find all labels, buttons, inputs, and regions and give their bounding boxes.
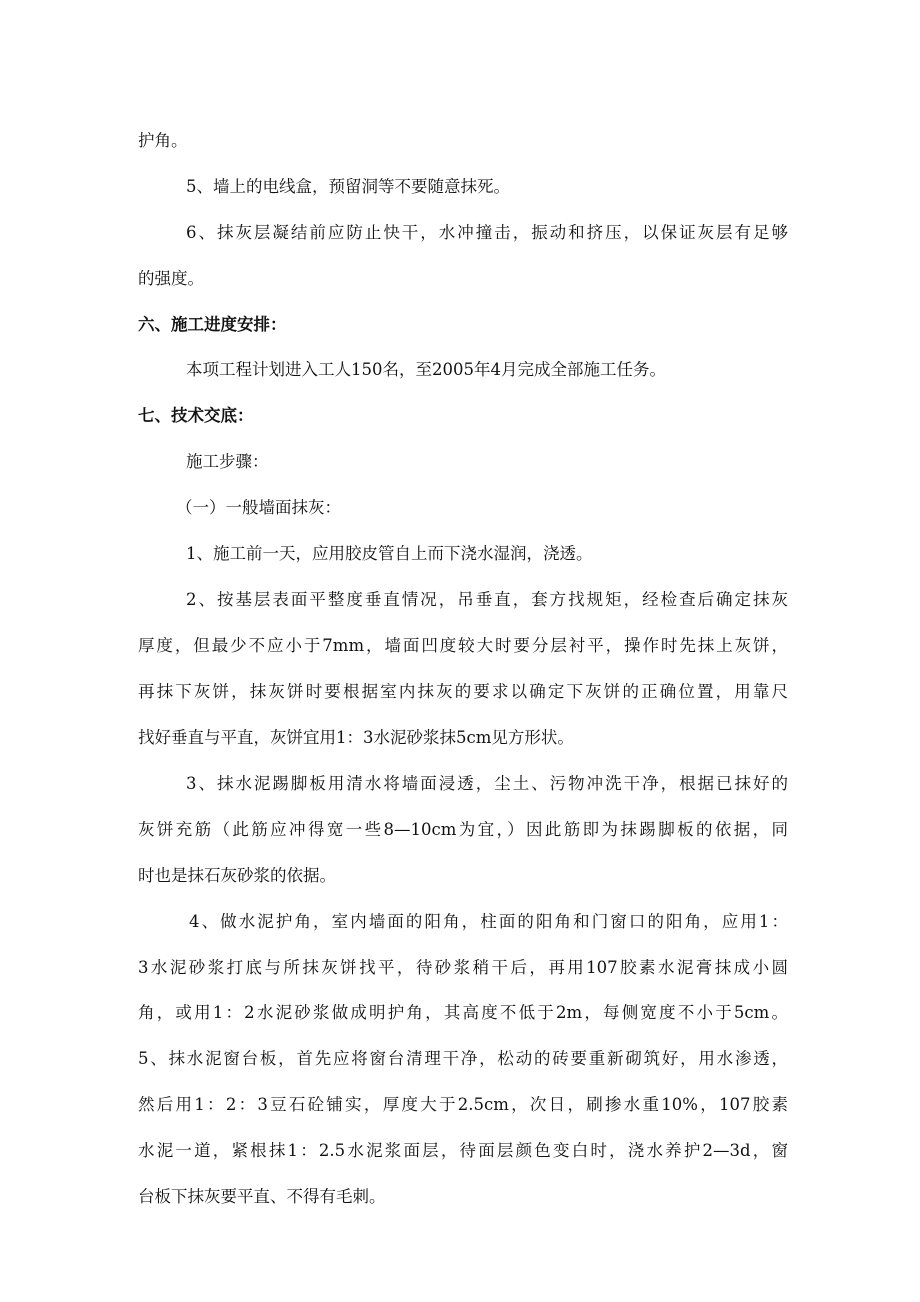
paragraph-line: 3水泥砂浆打底与所抹灰饼找平，待砂浆稍干后，再用107胶素水泥膏抹成小圆 <box>138 958 788 977</box>
paragraph-line: 2、按基层表面平整度垂直情况，吊垂直，套方找规矩，经检查后确定抹灰 <box>186 590 788 609</box>
paragraph-line: 3、抹水泥踢脚板用清水将墙面浸透，尘土、污物冲洗干净，根据已抹好的 <box>186 774 788 793</box>
section-heading: 七、技术交底： <box>138 406 254 425</box>
paragraph-line: 6、抹灰层凝结前应防止快干，水冲撞击，振动和挤压，以保证灰层有足够 <box>186 223 788 242</box>
paragraph-line: 4、做水泥护角，室内墙面的阳角，柱面的阳角和门窗口的阳角，应用1： <box>189 912 788 931</box>
paragraph-line: 再抹下灰饼，抹灰饼时要根据室内抹灰的要求以确定下灰饼的正确位置，用靠尺 <box>138 682 788 701</box>
paragraph-line: 5、墙上的电线盒，预留洞等不要随意抹死。 <box>186 177 510 196</box>
paragraph-line: 灰饼充筋（此筋应冲得宽一些8—10cm为宜，）因此筋即为抹踢脚板的依据，同 <box>138 820 788 839</box>
paragraph-line: 时也是抹石灰砂浆的依据。 <box>138 866 336 885</box>
paragraph-line: 1、施工前一天，应用胶皮管自上而下浇水湿润，浇透。 <box>186 544 593 563</box>
paragraph-line: 5、抹水泥窗台板，首先应将窗台清理干净，松动的砖要重新砌筑好，用水渗透， <box>138 1049 788 1068</box>
paragraph-line: 台板下抹灰要平直、不得有毛刺。 <box>138 1187 386 1206</box>
paragraph-line: 本项工程计划进入工人150名，至2005年4月完成全部施工任务。 <box>186 360 666 379</box>
paragraph-line: 护角。 <box>138 131 188 150</box>
paragraph-line: 的强度。 <box>138 269 204 288</box>
paragraph-line: 厚度，但最少不应小于7mm，墙面凹度较大时要分层衬平，操作时先抹上灰饼， <box>138 636 788 655</box>
section-heading: 六、施工进度安排： <box>138 315 287 334</box>
subheading-line: （一）一般墙面抹灰： <box>176 498 341 517</box>
paragraph-line: 角，或用1：2水泥砂浆做成明护角，其高度不低于2m，每侧宽度不小于5cm。 <box>138 1003 788 1022</box>
paragraph-line: 然后用1：2：3豆石砼铺实，厚度大于2.5cm，次日，刷掺水重10%，107胶素 <box>138 1095 788 1114</box>
paragraph-line: 水泥一道，紧根抹1：2.5水泥浆面层，待面层颜色变白时，浇水养护2—3d，窗 <box>138 1141 788 1160</box>
paragraph-line: 找好垂直与平直，灰饼宜用1：3水泥砂浆抹5cm见方形状。 <box>138 728 574 747</box>
subheading-line: 施工步骤： <box>186 452 269 471</box>
